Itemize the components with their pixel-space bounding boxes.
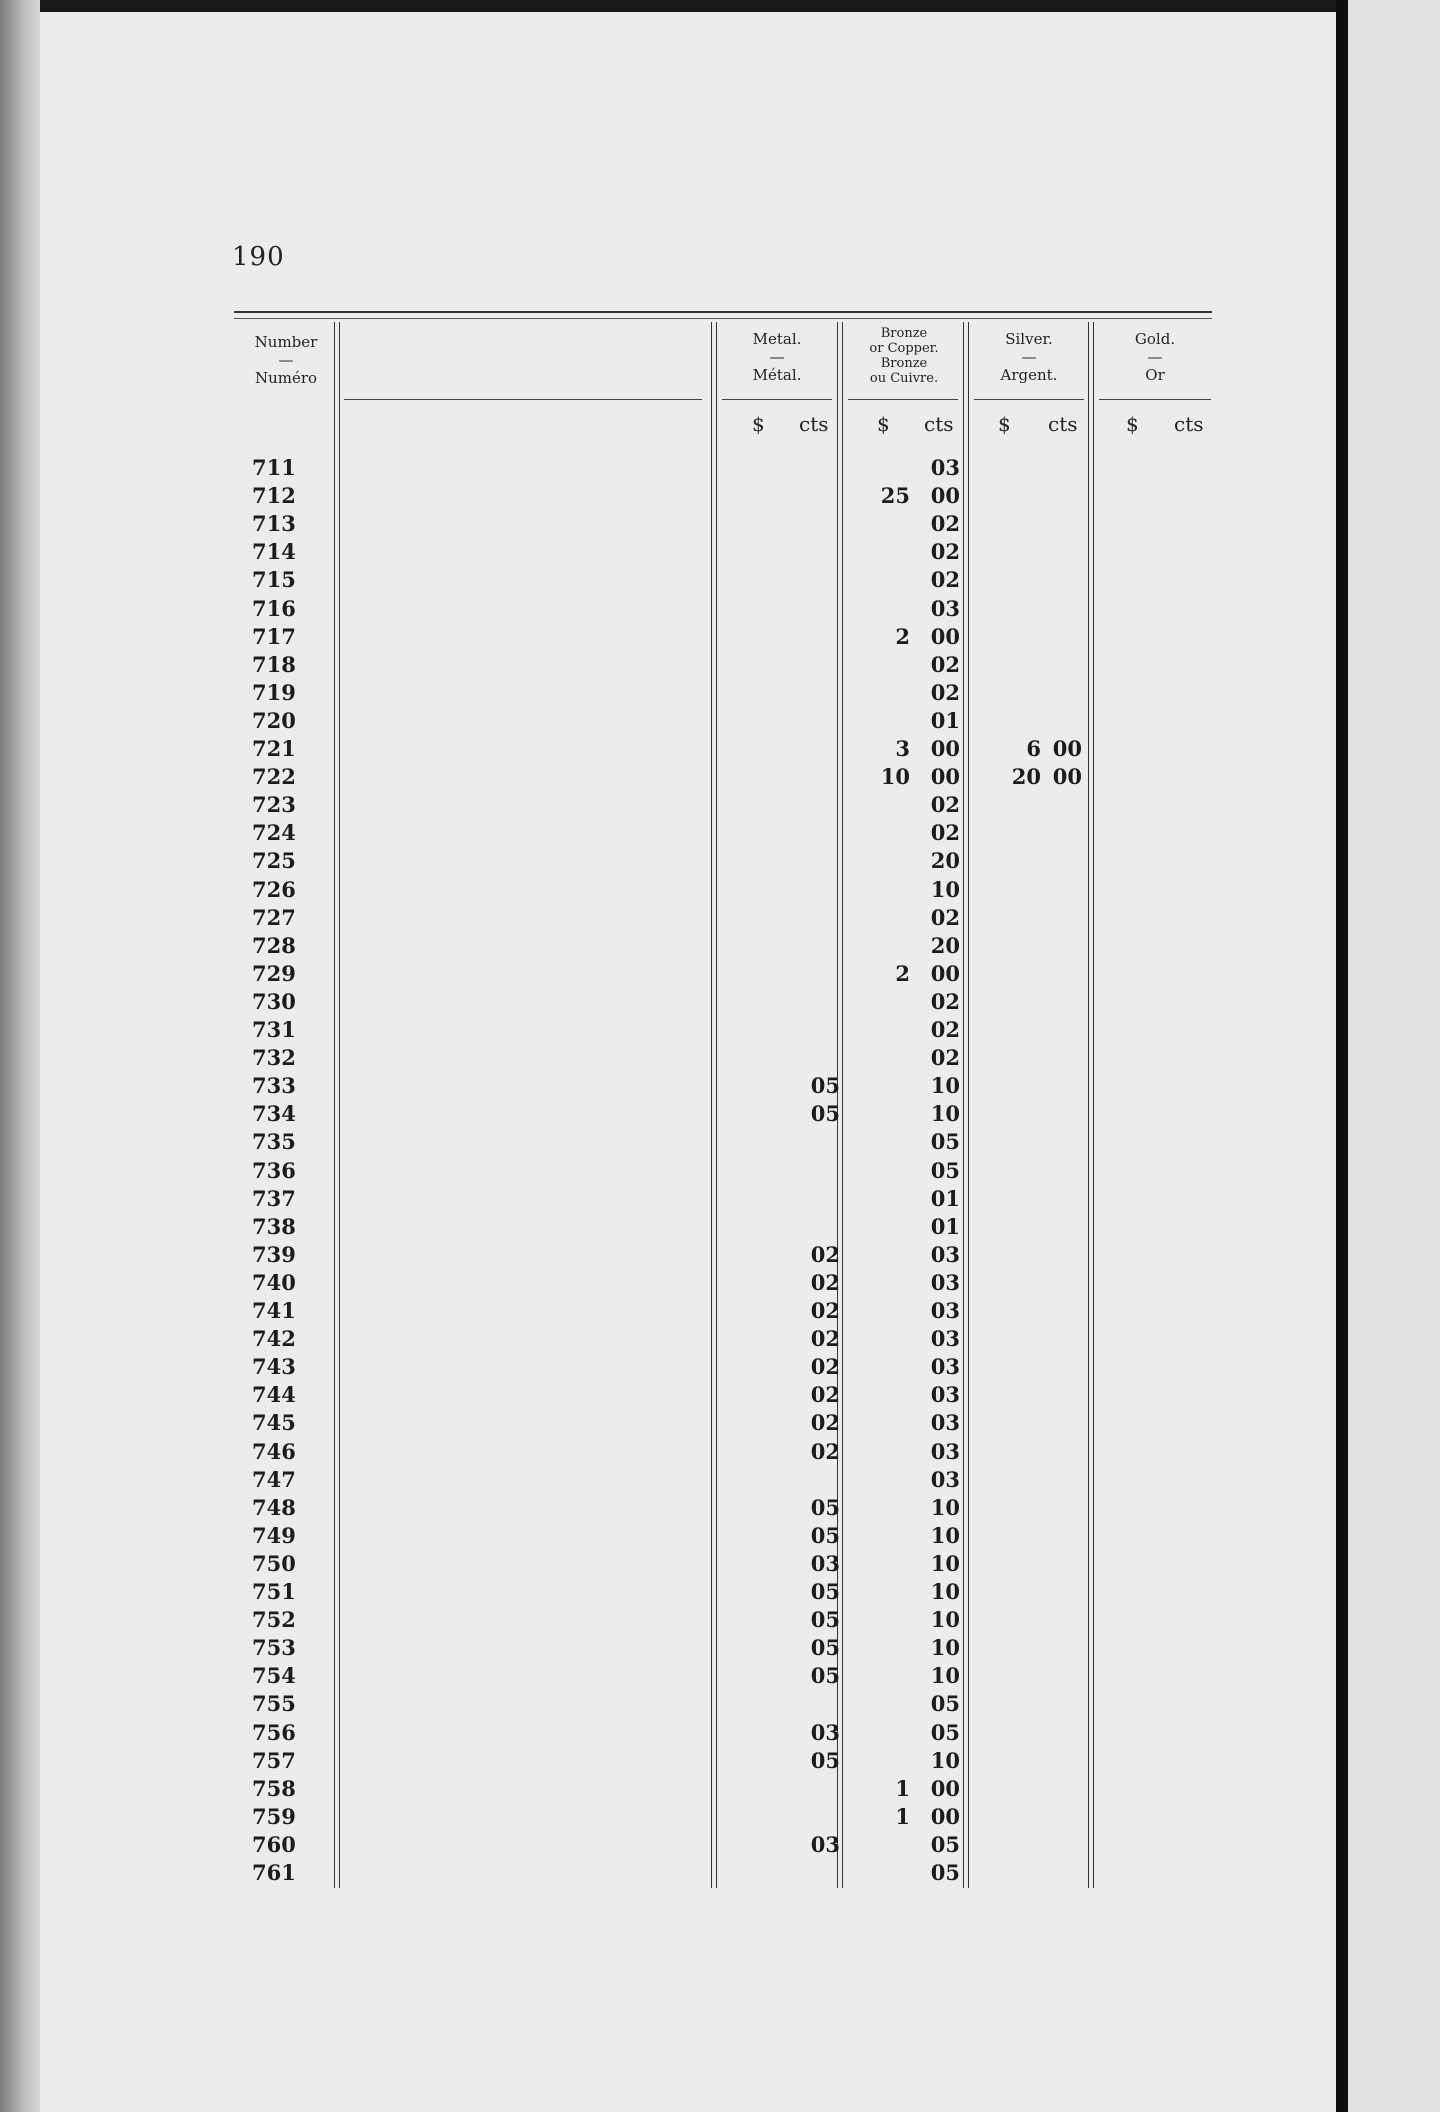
bronze-cents: 10 <box>930 1550 960 1576</box>
row-number: 744 <box>252 1382 296 1408</box>
table-row <box>0 847 1440 875</box>
bronze-cents: 02 <box>930 567 960 593</box>
table-top-rule-thin <box>234 318 1212 319</box>
bronze-cents: 03 <box>930 1382 960 1408</box>
row-number: 719 <box>252 679 296 705</box>
table-row <box>0 1690 1440 1718</box>
row-number: 753 <box>252 1635 296 1661</box>
bronze-cents: 01 <box>930 1213 960 1239</box>
header-gold-fr: Or <box>1145 366 1165 384</box>
table-row <box>0 1438 1440 1466</box>
row-number: 712 <box>252 483 296 509</box>
bronze-dollars: 1 <box>895 1803 910 1829</box>
row-number: 757 <box>252 1747 296 1773</box>
bronze-cents: 00 <box>930 1803 960 1829</box>
row-number: 723 <box>252 792 296 818</box>
row-number: 737 <box>252 1185 296 1211</box>
table-row <box>0 482 1440 510</box>
bronze-cents: 02 <box>930 792 960 818</box>
bronze-dollars: 2 <box>895 623 910 649</box>
row-number: 745 <box>252 1410 296 1436</box>
header-number <box>236 333 336 387</box>
metal-cents: 02 <box>810 1326 840 1352</box>
page-number: 190 <box>232 242 285 272</box>
row-number: 756 <box>252 1719 296 1745</box>
row-number: 736 <box>252 1157 296 1183</box>
silver-dollars: 20 <box>1011 764 1041 790</box>
table-row <box>0 1185 1440 1213</box>
header-silver-dash: — <box>1021 348 1037 366</box>
bronze-cents: 00 <box>930 483 960 509</box>
table-row <box>0 1522 1440 1550</box>
table-row <box>0 1269 1440 1297</box>
table-row <box>0 1241 1440 1269</box>
table-row <box>0 960 1440 988</box>
table-row <box>0 876 1440 904</box>
bronze-cents: 05 <box>930 1719 960 1745</box>
bronze-cents: 10 <box>930 876 960 902</box>
table-row <box>0 1747 1440 1775</box>
unit-silver-cents: cts <box>1048 412 1078 436</box>
bronze-cents: 02 <box>930 988 960 1014</box>
metal-cents: 05 <box>810 1494 840 1520</box>
bronze-cents: 02 <box>930 511 960 537</box>
bronze-cents: 03 <box>930 595 960 621</box>
bronze-cents: 03 <box>930 455 960 480</box>
header-bronze-en2: or Copper. <box>869 341 939 356</box>
header-gold-dash: — <box>1147 348 1163 366</box>
row-number: 738 <box>252 1213 296 1239</box>
header-bronze <box>848 326 960 386</box>
bronze-cents: 05 <box>930 1157 960 1183</box>
row-number: 746 <box>252 1438 296 1464</box>
row-number: 754 <box>252 1663 296 1689</box>
row-number: 760 <box>252 1831 296 1857</box>
table-row <box>0 791 1440 819</box>
row-number: 739 <box>252 1241 296 1267</box>
table-row <box>0 1325 1440 1353</box>
table-row <box>0 1128 1440 1156</box>
row-number: 743 <box>252 1354 296 1380</box>
bronze-cents: 10 <box>930 1747 960 1773</box>
row-number: 720 <box>252 707 296 733</box>
metal-cents: 02 <box>810 1382 840 1408</box>
row-number: 731 <box>252 1017 296 1042</box>
row-number: 742 <box>252 1326 296 1352</box>
table-row <box>0 1634 1440 1662</box>
header-rule-silver <box>974 399 1084 400</box>
bronze-cents: 03 <box>930 1354 960 1380</box>
table-row <box>0 904 1440 932</box>
bronze-cents: 00 <box>930 764 960 790</box>
metal-cents: 03 <box>810 1831 840 1857</box>
bronze-dollars: 1 <box>895 1775 910 1801</box>
bronze-dollars: 2 <box>895 960 910 986</box>
header-silver-en: Silver. <box>1005 330 1053 348</box>
table-row <box>0 623 1440 651</box>
table-row <box>0 1072 1440 1100</box>
header-metal-dash: — <box>769 348 785 366</box>
table-row <box>0 679 1440 707</box>
silver-dollars: 6 <box>1026 736 1041 761</box>
header-metal <box>722 330 832 384</box>
table-row <box>0 1100 1440 1128</box>
row-number: 715 <box>252 567 296 593</box>
header-rule-gold <box>1099 399 1211 400</box>
header-rule-bronze <box>848 399 958 400</box>
metal-cents: 05 <box>810 1635 840 1661</box>
row-number: 755 <box>252 1691 296 1717</box>
bronze-cents: 10 <box>930 1607 960 1633</box>
metal-cents: 05 <box>810 1747 840 1773</box>
row-number: 726 <box>252 876 296 902</box>
row-number: 761 <box>252 1860 296 1885</box>
header-bronze-en1: Bronze <box>880 326 928 341</box>
metal-cents: 02 <box>810 1298 840 1323</box>
table-row <box>0 1157 1440 1185</box>
header-rule-metal <box>722 399 832 400</box>
row-number: 747 <box>252 1466 296 1492</box>
metal-cents: 05 <box>810 1607 840 1633</box>
table-row <box>0 988 1440 1016</box>
table-row <box>0 1213 1440 1241</box>
metal-cents: 02 <box>810 1241 840 1267</box>
row-number: 741 <box>252 1298 296 1323</box>
bronze-cents: 00 <box>930 623 960 649</box>
metal-cents: 05 <box>810 1073 840 1099</box>
table-row <box>0 538 1440 566</box>
row-number: 733 <box>252 1073 296 1099</box>
table-row <box>0 1662 1440 1690</box>
row-number: 751 <box>252 1579 296 1604</box>
metal-cents: 03 <box>810 1550 840 1576</box>
header-rule-description <box>344 399 702 400</box>
table-row <box>0 1550 1440 1578</box>
row-number: 748 <box>252 1494 296 1520</box>
table-top-rule <box>234 311 1212 313</box>
row-number: 749 <box>252 1522 296 1548</box>
header-metal-fr: Métal. <box>752 366 802 384</box>
row-number: 727 <box>252 904 296 930</box>
table-row <box>0 651 1440 679</box>
metal-cents: 02 <box>810 1438 840 1464</box>
table-row <box>0 1353 1440 1381</box>
bronze-cents: 05 <box>930 1831 960 1857</box>
bronze-cents: 03 <box>930 1326 960 1352</box>
row-number: 718 <box>252 651 296 677</box>
metal-cents: 05 <box>810 1579 840 1604</box>
bronze-dollars: 10 <box>880 764 910 790</box>
metal-cents: 03 <box>810 1719 840 1745</box>
header-silver-fr: Argent. <box>1000 366 1058 384</box>
row-number: 717 <box>252 623 296 649</box>
table-row <box>0 1859 1440 1887</box>
table-row <box>0 1578 1440 1606</box>
row-number: 752 <box>252 1607 296 1633</box>
table-row <box>0 595 1440 623</box>
row-number: 721 <box>252 736 296 761</box>
bronze-cents: 02 <box>930 539 960 565</box>
metal-cents: 02 <box>810 1354 840 1380</box>
unit-silver-dollar: $ <box>998 412 1011 436</box>
row-number: 714 <box>252 539 296 565</box>
bronze-cents: 05 <box>930 1691 960 1717</box>
bronze-cents: 00 <box>930 960 960 986</box>
metal-cents: 05 <box>810 1522 840 1548</box>
bronze-cents: 02 <box>930 1045 960 1071</box>
bronze-cents: 00 <box>930 1775 960 1801</box>
unit-bronze-cents: cts <box>924 412 954 436</box>
unit-metal-dollar: $ <box>752 412 765 436</box>
metal-cents: 05 <box>810 1101 840 1127</box>
row-number: 732 <box>252 1045 296 1071</box>
bronze-dollars: 3 <box>895 736 910 761</box>
table-row <box>0 1606 1440 1634</box>
metal-cents: 02 <box>810 1410 840 1436</box>
row-number: 735 <box>252 1129 296 1155</box>
table-row <box>0 1409 1440 1437</box>
row-number: 725 <box>252 848 296 874</box>
metal-cents: 02 <box>810 1269 840 1295</box>
row-number: 722 <box>252 764 296 790</box>
table-row <box>0 1803 1440 1831</box>
bronze-cents: 03 <box>930 1466 960 1492</box>
table-row <box>0 1719 1440 1747</box>
table-row <box>0 566 1440 594</box>
table-row <box>0 735 1440 763</box>
table-row <box>0 1016 1440 1044</box>
bronze-cents: 03 <box>930 1438 960 1464</box>
row-number: 729 <box>252 960 296 986</box>
bronze-cents: 03 <box>930 1241 960 1267</box>
bronze-cents: 10 <box>930 1073 960 1099</box>
bronze-cents: 00 <box>930 736 960 761</box>
header-bronze-fr1: Bronze <box>880 356 928 371</box>
bronze-cents: 10 <box>930 1494 960 1520</box>
row-number: 728 <box>252 932 296 958</box>
table-row <box>0 1494 1440 1522</box>
header-number-dash: — <box>278 351 294 369</box>
header-metal-en: Metal. <box>752 330 802 348</box>
row-number: 716 <box>252 595 296 621</box>
table-row <box>0 1044 1440 1072</box>
table-row <box>0 1381 1440 1409</box>
row-number: 734 <box>252 1101 296 1127</box>
bronze-cents: 05 <box>930 1129 960 1155</box>
table-row <box>0 1466 1440 1494</box>
metal-cents: 05 <box>810 1663 840 1689</box>
bronze-cents: 03 <box>930 1269 960 1295</box>
header-gold-en: Gold. <box>1134 330 1176 348</box>
silver-cents: 00 <box>1052 764 1082 790</box>
silver-cents: 00 <box>1052 736 1082 761</box>
bronze-cents: 01 <box>930 707 960 733</box>
row-number: 759 <box>252 1803 296 1829</box>
bronze-cents: 01 <box>930 1185 960 1211</box>
table-row <box>0 932 1440 960</box>
row-number: 750 <box>252 1550 296 1576</box>
bronze-cents: 02 <box>930 820 960 846</box>
table-row <box>0 1297 1440 1325</box>
table-row <box>0 1775 1440 1803</box>
unit-bronze-dollar: $ <box>877 412 890 436</box>
table-row <box>0 510 1440 538</box>
bronze-cents: 20 <box>930 848 960 874</box>
bronze-cents: 10 <box>930 1522 960 1548</box>
bronze-cents: 03 <box>930 1410 960 1436</box>
bronze-cents: 02 <box>930 679 960 705</box>
row-number: 724 <box>252 820 296 846</box>
bronze-cents: 10 <box>930 1101 960 1127</box>
table-row <box>0 454 1440 482</box>
bronze-cents: 10 <box>930 1663 960 1689</box>
header-bronze-fr2: ou Cuivre. <box>869 371 939 386</box>
bronze-cents: 10 <box>930 1635 960 1661</box>
bronze-dollars: 25 <box>880 483 910 509</box>
table-row <box>0 1831 1440 1859</box>
header-silver <box>974 330 1084 384</box>
bronze-cents: 02 <box>930 904 960 930</box>
header-number-fr: Numéro <box>254 369 318 387</box>
table-row <box>0 707 1440 735</box>
header-number-en: Number <box>254 333 318 351</box>
table-row <box>0 763 1440 791</box>
unit-metal-cents: cts <box>799 412 829 436</box>
row-number: 713 <box>252 511 296 537</box>
table-row <box>0 819 1440 847</box>
bronze-cents: 10 <box>930 1579 960 1604</box>
bronze-cents: 20 <box>930 932 960 958</box>
bronze-cents: 05 <box>930 1860 960 1885</box>
header-gold <box>1099 330 1211 384</box>
bronze-cents: 02 <box>930 1017 960 1042</box>
bronze-cents: 02 <box>930 651 960 677</box>
row-number: 711 <box>252 455 296 480</box>
unit-gold-dollar: $ <box>1126 412 1139 436</box>
row-number: 740 <box>252 1269 296 1295</box>
bronze-cents: 03 <box>930 1298 960 1323</box>
row-number: 730 <box>252 988 296 1014</box>
row-number: 758 <box>252 1775 296 1801</box>
unit-gold-cents: cts <box>1174 412 1204 436</box>
